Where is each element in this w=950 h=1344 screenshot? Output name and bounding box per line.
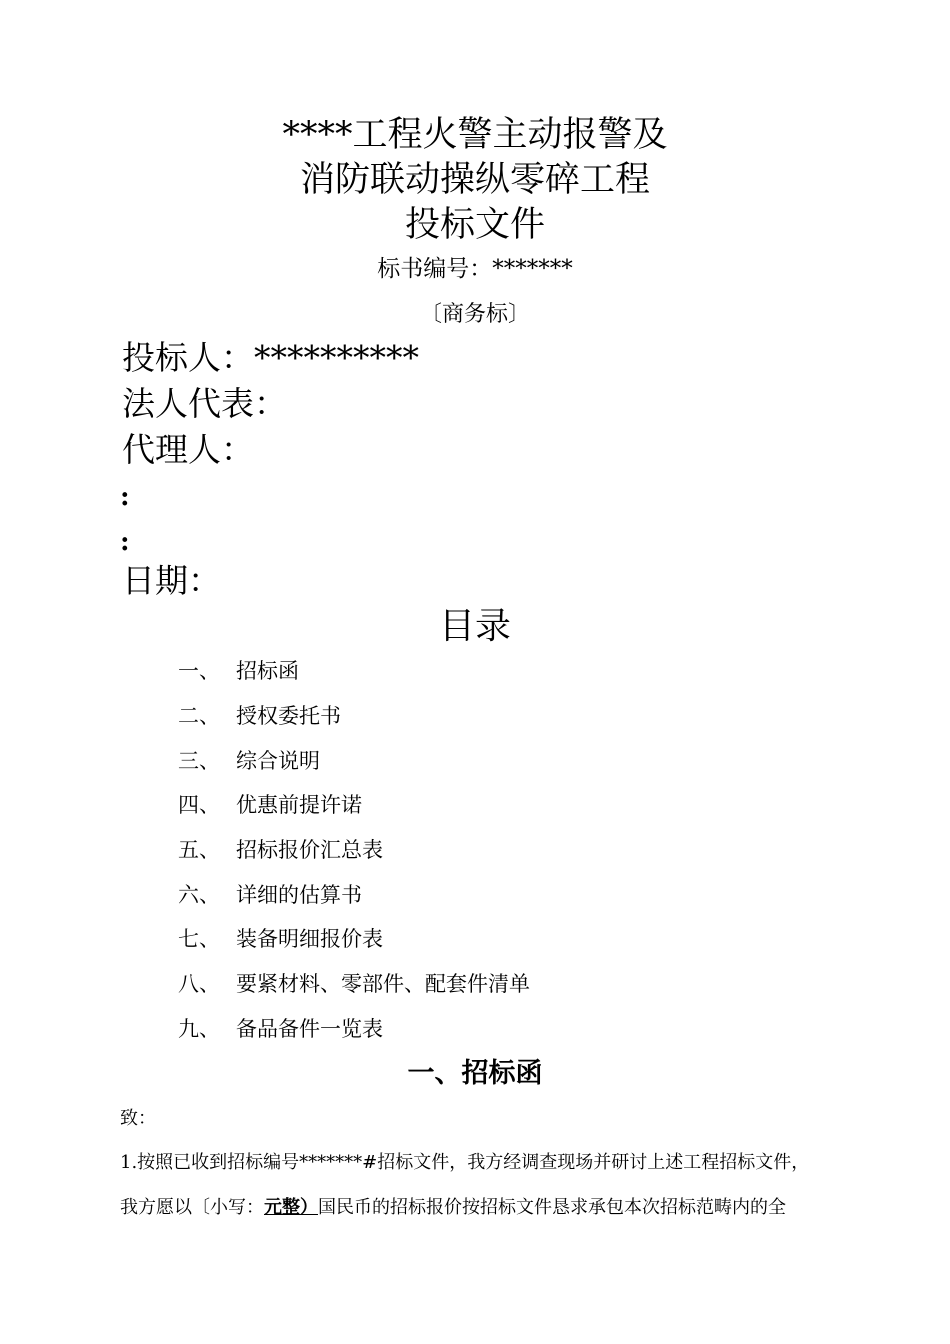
toc-item: [178, 657, 299, 685]
salutation: 致：: [120, 1108, 156, 1129]
toc-item-label: 详细的估算书: [236, 883, 362, 907]
toc-item-label: 备品备件一览表: [236, 1017, 383, 1041]
toc-item-label: 招标函: [236, 659, 299, 683]
toc-item-label: 综合说明: [236, 749, 320, 773]
toc-item: [178, 791, 362, 819]
toc-item-number: 七、: [178, 927, 220, 951]
toc-item-number: 四、: [178, 793, 220, 817]
toc-item-number: 二、: [178, 704, 220, 728]
toc-item-label: 招标报价汇总表: [236, 838, 383, 862]
body-paragraph-line-2: [120, 1195, 786, 1221]
toc-item-label: 优惠前提许诺: [236, 793, 362, 817]
section-heading: 一、招标函: [407, 1058, 543, 1089]
toc-title: 目录: [438, 606, 511, 647]
legal-rep-field: 法人代表：: [122, 384, 287, 423]
toc-item-label: 要紧材料、零部件、配套件清单: [236, 972, 530, 996]
toc-item-number: 五、: [178, 838, 220, 862]
colon-line-2: :: [120, 527, 130, 557]
paragraph-text: 我方愿以〔小写：: [120, 1197, 264, 1218]
body-paragraph-line-1: 1.按照已收到招标编号*******#招标文件，我方经调查现场并研讨上述工程招标文件，: [120, 1152, 810, 1173]
toc-item: [178, 925, 383, 953]
bidder-field: 投标人：**********: [122, 338, 419, 377]
toc-item: [178, 836, 383, 864]
toc-item: [178, 881, 362, 909]
toc-item-number: 六、: [178, 883, 220, 907]
toc-item: [178, 1015, 383, 1043]
toc-item-number: 三、: [178, 749, 220, 773]
cover-title-line-2: 消防联动操纵零碎工程: [299, 160, 650, 200]
cover-title-line-1: ****工程火警主动报警及: [282, 115, 668, 155]
toc-item: [178, 970, 530, 998]
bid-type: 〔商务标〕: [419, 302, 530, 327]
toc-item-label: 授权委托书: [236, 704, 341, 728]
cover-title-line-3: 投标文件: [404, 205, 545, 245]
agent-field: 代理人：: [122, 430, 254, 469]
date-field: 日期：: [122, 561, 221, 600]
bid-number: 标书编号：*******: [377, 256, 573, 282]
colon-line-1: :: [120, 482, 130, 512]
toc-item: [178, 747, 320, 775]
toc-item-number: 一、: [178, 659, 220, 683]
toc-item-number: 九、: [178, 1017, 220, 1041]
toc-item-number: 八、: [178, 972, 220, 996]
paragraph-text: 国民币的招标报价按招标文件恳求承包本次招标范畴内的全: [318, 1197, 786, 1218]
amount-blank: 元整）: [264, 1197, 318, 1218]
toc-item: [178, 702, 341, 730]
toc-item-label: 装备明细报价表: [236, 927, 383, 951]
